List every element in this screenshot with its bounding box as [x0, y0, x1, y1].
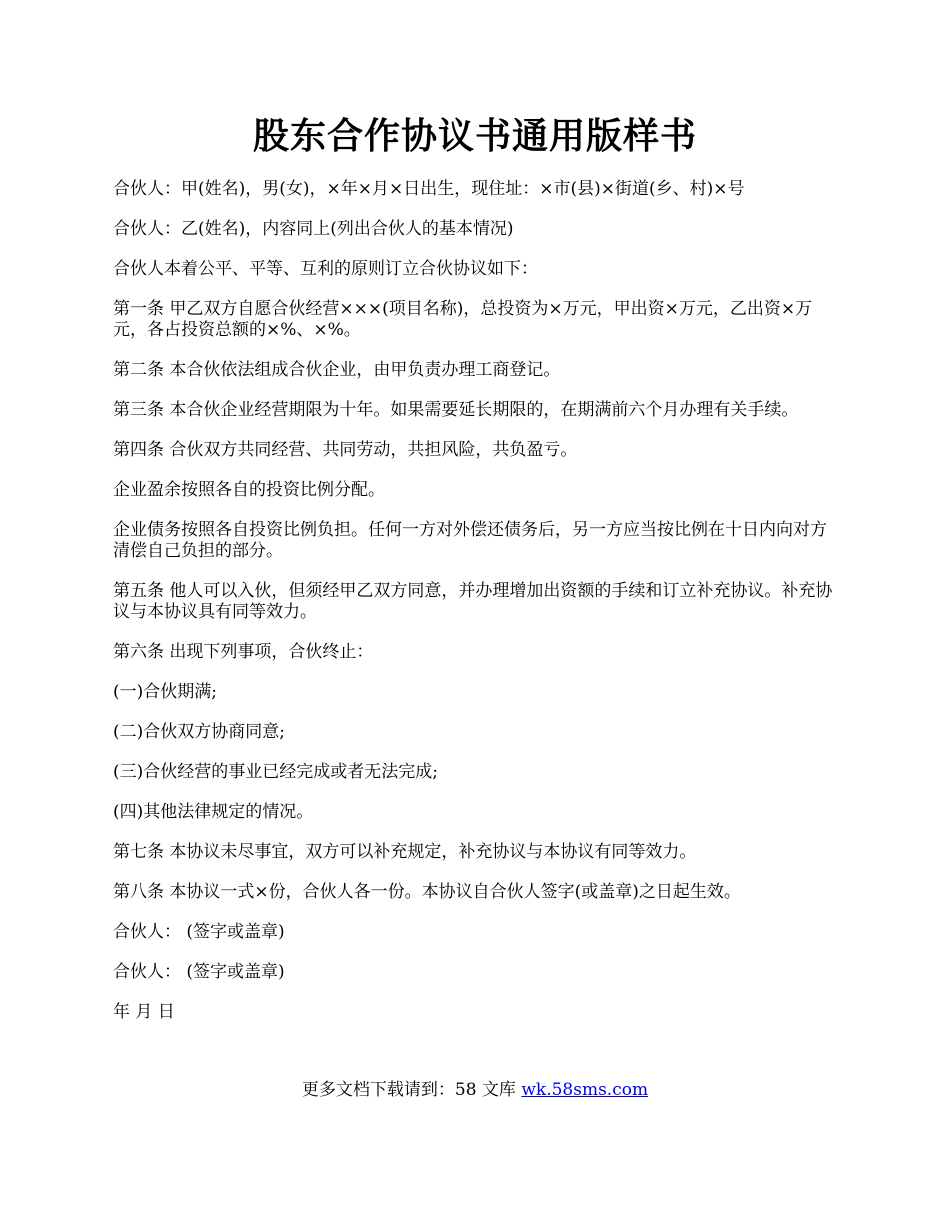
article-4: 第四条 合伙双方共同经营、共同劳动，共担风险，共负盈亏。 [113, 440, 578, 460]
article-6: 第六条 出现下列事项，合伙终止： [113, 642, 374, 662]
signature-line-1: 合伙人： (签字或盖章) [113, 922, 285, 942]
debt-allocation: 企业债务按照各自投资比例负担。任何一方对外偿还债务后，另一方应当按比例在十日内向对方清偿自己负担的部分。 [113, 520, 827, 561]
article-3: 第三条 本合伙企业经营期限为十年。如果需要延长期限的，在期满前六个月办理有关手续。 [113, 400, 799, 420]
document-body [113, 179, 841, 1042]
signature-line-2: 合伙人： (签字或盖章) [113, 962, 285, 982]
termination-item-2: (二)合伙双方协商同意; [113, 722, 285, 742]
download-footer [0, 1079, 950, 1101]
termination-item-3: (三)合伙经营的事业已经完成或者无法完成; [113, 762, 438, 782]
date-line: 年 月 日 [113, 1002, 175, 1022]
footer-text: 更多文档下载请到：58 文库 [301, 1080, 522, 1100]
partner-a-info: 合伙人：甲(姓名)，男(女)，×年×月×日出生，现住址：×市(县)×街道(乡、村)×号 [113, 179, 745, 199]
document-title: 股东合作协议书通用版样书 [252, 115, 697, 157]
termination-item-1: (一)合伙期满; [113, 682, 217, 702]
footer-link[interactable]: wk.58sms.com [521, 1080, 649, 1100]
article-1: 第一条 甲乙双方自愿合伙经营×××(项目名称)，总投资为×万元，甲出资×万元，乙出资×万元，各占投资总额的×%、×%。 [113, 299, 813, 340]
article-2: 第二条 本合伙依法组成合伙企业，由甲负责办理工商登记。 [113, 360, 561, 380]
profit-distribution: 企业盈余按照各自的投资比例分配。 [113, 480, 385, 500]
termination-item-4: (四)其他法律规定的情况。 [113, 802, 314, 822]
article-8: 第八条 本协议一式×份，合伙人各一份。本协议自合伙人签字(或盖章)之日起生效。 [113, 882, 741, 902]
partner-b-info: 合伙人：乙(姓名)，内容同上(列出合伙人的基本情况) [113, 219, 514, 239]
article-5: 第五条 他人可以入伙，但须经甲乙双方同意，并办理增加出资额的手续和订立补充协议。补充协议与本协议具有同等效力。 [113, 581, 833, 622]
article-7: 第七条 本协议未尽事宜，双方可以补充规定，补充协议与本协议有同等效力。 [113, 842, 697, 862]
agreement-preamble: 合伙人本着公平、平等、互利的原则订立合伙协议如下： [113, 259, 538, 279]
